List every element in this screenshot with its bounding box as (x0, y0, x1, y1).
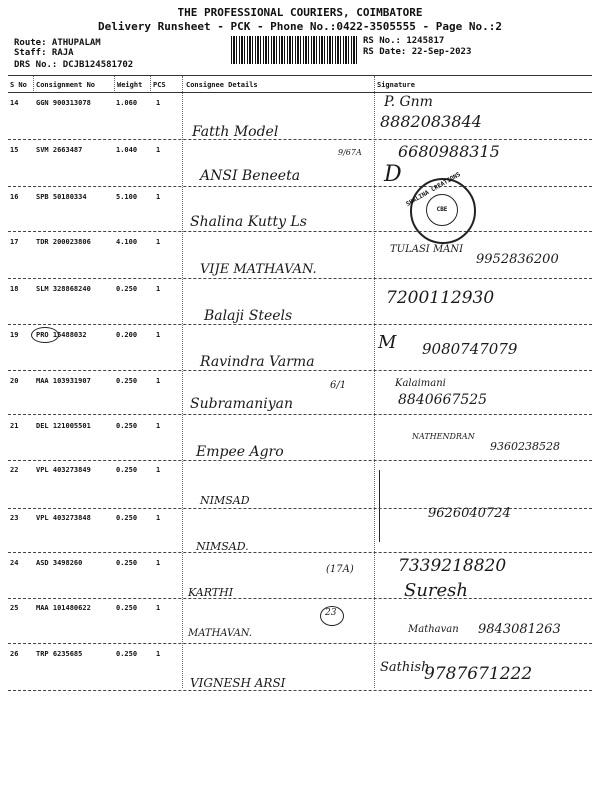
row-consignee: Shalina Kutty Ls (190, 214, 307, 230)
row-sno: 18 (10, 285, 19, 293)
row-consignment-no: MAA 101480622 (36, 604, 91, 612)
row-separator (8, 643, 592, 644)
col-header-pcs: PCS (153, 81, 166, 89)
row-pcs: 1 (156, 331, 161, 339)
row-consignee: NIMSAD. (196, 540, 249, 553)
header-top-rule (8, 75, 592, 76)
row-signature-phone: 9843081263 (478, 622, 561, 637)
row-pcs: 1 (156, 514, 161, 522)
row-consignee: VIGNESH ARSI (190, 676, 286, 690)
stamp-text: SHALINA CREATIONS (405, 171, 462, 208)
grouping-bracket (373, 470, 380, 542)
row-signature-phone: 8882083844 (380, 112, 482, 131)
row-consignment-no: TRP 6235685 (36, 650, 83, 658)
col-header-consignee: Consignee Details (186, 81, 258, 89)
row-pcs: 1 (156, 559, 161, 567)
row-consignee: ANSI Beneeta (200, 168, 301, 184)
row-signature-name: TULASI MANI (390, 244, 464, 255)
row-consignee: VIJE MATHAVAN. (200, 262, 317, 277)
row-signature-phone: 6680988315 (398, 142, 500, 161)
row-pcs: 1 (156, 146, 161, 154)
row-separator (8, 278, 592, 279)
row-pcs: 1 (156, 422, 161, 430)
col-header-consignment: Consignment No (36, 81, 96, 89)
company-title: THE PROFESSIONAL COURIERS, COIMBATORE (177, 6, 423, 19)
col-divider (374, 76, 375, 688)
row-pcs: 1 (156, 604, 161, 612)
row-signature-name: P. Gnm (384, 94, 433, 110)
row-consignee: Subramaniyan (190, 396, 293, 412)
row-weight: 5.100 (116, 193, 138, 201)
row-note: 23 (325, 608, 337, 618)
row-pcs: 1 (156, 650, 161, 658)
row-sno: 26 (10, 650, 19, 658)
row-signature-phone: 9080747079 (422, 340, 518, 358)
row-weight: 0.250 (116, 466, 138, 474)
row-signature-phone: 7339218820 (398, 556, 507, 576)
row-sno: 19 (10, 331, 19, 339)
row-signature-name: NATHENDRAN (412, 432, 475, 441)
row-consignment-no: DEL 121005501 (36, 422, 91, 430)
row-sno: 24 (10, 559, 19, 567)
col-header-sno: S No (10, 81, 27, 89)
row-separator (8, 231, 592, 232)
col-divider (33, 76, 34, 91)
col-divider (150, 76, 151, 91)
row-consignment-no: SPB 50180334 (36, 193, 87, 201)
drs-label: DRS No.: DCJB124581702 (14, 60, 134, 70)
row-signature-name: Mathavan (408, 624, 459, 635)
row-note: (17A) (326, 564, 354, 575)
row-separator (8, 324, 592, 325)
row-signature-phone: 8840667525 (398, 392, 488, 408)
header-bottom-rule (8, 92, 592, 93)
row-separator (8, 598, 592, 599)
row-consignment-no: VPL 403273848 (36, 514, 91, 522)
row-weight: 0.250 (116, 650, 138, 658)
row-signature-name: Kalaimani (395, 378, 446, 389)
row-sno: 14 (10, 99, 19, 107)
row-weight: 0.250 (116, 514, 138, 522)
row-note: 9/67A (338, 148, 362, 157)
route-label: Route: ATHUPALAM (14, 38, 101, 48)
row-pcs: 1 (156, 466, 161, 474)
row-sno: 17 (10, 238, 19, 246)
stamp-city: CBE (426, 194, 458, 226)
row-consignee: MATHAVAN. (188, 628, 253, 639)
row-consignee: Empee Agro (196, 444, 284, 460)
row-sno: 22 (10, 466, 19, 474)
row-consignment-no: ASD 3498260 (36, 559, 83, 567)
row-weight: 0.250 (116, 559, 138, 567)
rs-date-label: RS Date: 22-Sep-2023 (363, 47, 472, 57)
rs-no-label: RS No.: 1245817 (363, 36, 445, 46)
row-consignment-no: TDR 200023806 (36, 238, 91, 246)
row-signature-phone: 7200112930 (386, 288, 495, 308)
row-note: 6/1 (330, 380, 347, 391)
row-pcs: 1 (156, 377, 161, 385)
barcode (231, 36, 359, 64)
row-pcs: 1 (156, 99, 161, 107)
col-header-weight: Weight (117, 81, 143, 89)
row-separator (8, 414, 592, 415)
row-weight: 1.040 (116, 146, 138, 154)
row-signature-phone: 9360238528 (490, 440, 560, 453)
row-signature-phone: 9626040724 (428, 506, 511, 521)
row-pcs: 1 (156, 285, 161, 293)
row-signature-name: Sathish (380, 660, 430, 675)
col-divider (182, 76, 183, 688)
staff-label: Staff: RAJA (14, 48, 74, 58)
row-separator (8, 139, 592, 140)
col-header-signature: Signature (377, 81, 415, 89)
row-weight: 0.250 (116, 377, 138, 385)
row-sno: 20 (10, 377, 19, 385)
row-pcs: 1 (156, 193, 161, 201)
row-sno: 16 (10, 193, 19, 201)
row-consignee: NIMSAD (200, 494, 250, 507)
row-separator (8, 370, 592, 371)
row-consignment-no: VPL 403273849 (36, 466, 91, 474)
row-separator (8, 552, 592, 553)
row-signature-name: Suresh (404, 580, 469, 601)
row-sno: 25 (10, 604, 19, 612)
row-consignment-no: SVM 2663487 (36, 146, 83, 154)
row-consignee: Fatth Model (192, 124, 279, 140)
row-consignee: Ravindra Varma (200, 354, 315, 370)
row-consignment-no: GGN 900313078 (36, 99, 91, 107)
row-weight: 1.060 (116, 99, 138, 107)
row-weight: 0.250 (116, 422, 138, 430)
row-sno: 23 (10, 514, 19, 522)
row-consignment-no: PRO 15488032 (36, 331, 87, 339)
row-weight: 0.250 (116, 285, 138, 293)
runsheet-title: Delivery Runsheet - PCK - Phone No.:0422-3505555 - Page No.:2 (98, 20, 502, 33)
row-separator (8, 186, 592, 187)
row-separator (8, 690, 592, 691)
company-stamp (405, 171, 476, 244)
row-weight: 4.100 (116, 238, 138, 246)
row-pcs: 1 (156, 238, 161, 246)
row-consignment-no: SLM 328868240 (36, 285, 91, 293)
row-consignee: Balaji Steels (204, 308, 293, 324)
row-signature-name: M (378, 332, 397, 353)
row-sno: 21 (10, 422, 19, 430)
row-signature-name: D (384, 162, 402, 187)
row-consignee: KARTHI (188, 586, 234, 599)
row-signature-phone: 9787671222 (424, 664, 533, 684)
row-consignment-no: MAA 103931907 (36, 377, 91, 385)
row-weight: 0.250 (116, 604, 138, 612)
row-weight: 0.200 (116, 331, 138, 339)
col-divider (114, 76, 115, 91)
row-sno: 15 (10, 146, 19, 154)
row-signature-phone: 9952836200 (476, 252, 559, 267)
row-separator (8, 460, 592, 461)
